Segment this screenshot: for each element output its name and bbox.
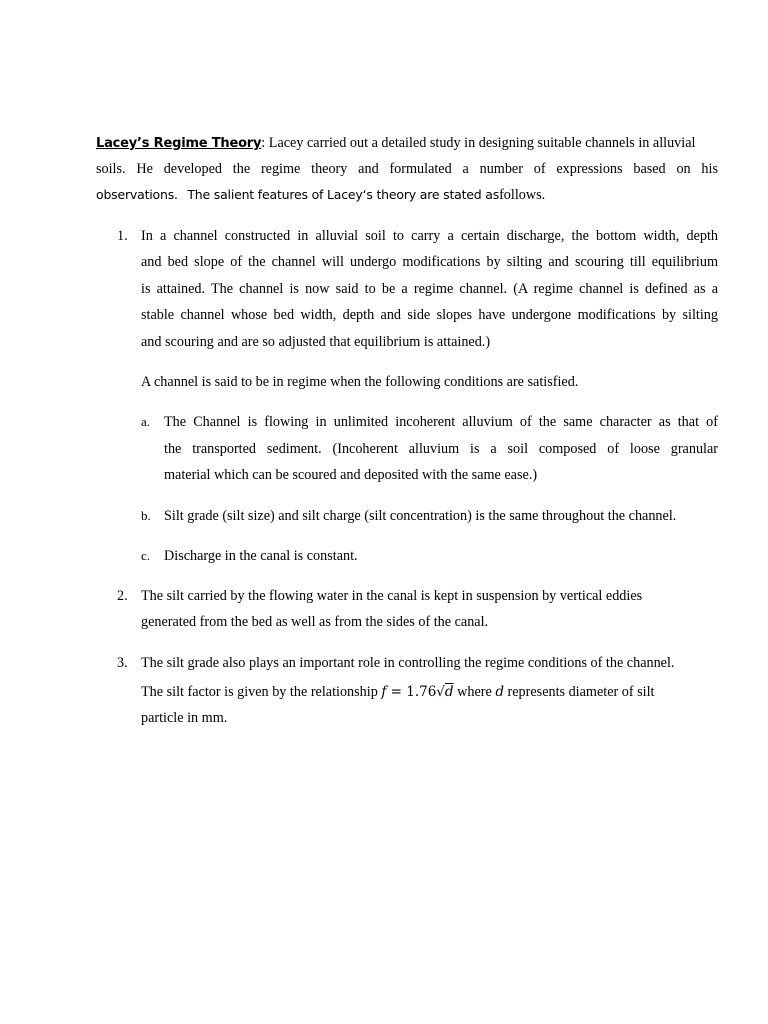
- intro-line-3-b: The salient features of Lacey‘s theory are stated as: [187, 187, 500, 202]
- sub-c-label: c.: [141, 548, 151, 563]
- sub-b-text: Silt grade (silt size) and silt charge (silt concentration) is the same throughout the channel.: [164, 508, 677, 524]
- sub-a-line-2: the transported sediment. (Incoherent alluvium is a soil composed of loose granular: [164, 441, 718, 457]
- intro-line-1: [96, 134, 718, 153]
- sub-c-text: Discharge in the canal is constant.: [164, 548, 358, 564]
- intro-line-3: [96, 186, 545, 204]
- sub-a-line-1: The Channel is flowing in unlimited incoherent alluvium of the same character as that of: [164, 414, 718, 430]
- item-3-number: 3.: [117, 655, 128, 671]
- intro-line-1-text: : Lacey carried out a detailed study in designing suitable channels in alluvial: [261, 135, 696, 151]
- item-1-line-5: and scouring and are so adjusted that equilibrium is attained.): [141, 334, 491, 350]
- item-1-line-2: and bed slope of the channel will undergo modifications by silting and scouring till equilibrium: [141, 254, 718, 270]
- item-3-var-d: d: [495, 684, 504, 700]
- item-3-line-2-post: represents diameter of silt: [507, 684, 655, 700]
- regime-theory-title: Lacey’s Regime Theory: [96, 136, 262, 151]
- item-3-line-2-pre: The silt factor is given by the relationship: [141, 684, 378, 700]
- item-2-line-1: The silt carried by the flowing water in the canal is kept in suspension by vertical eddies: [141, 588, 643, 604]
- sub-b-label: b.: [141, 508, 151, 523]
- item-1-line-1: In a channel constructed in alluvial soil to carry a certain discharge, the bottom width, depth: [141, 228, 718, 244]
- conditions-intro: A channel is said to be in regime when the following conditions are satisfied.: [141, 374, 579, 390]
- item-3-where: where: [457, 684, 492, 700]
- silt-factor-formula: [381, 684, 453, 700]
- formula-f: f: [381, 684, 387, 700]
- item-3-line-2: [141, 683, 654, 701]
- intro-line-3-c: follows.: [499, 187, 546, 203]
- item-3-line-1: The silt grade also plays an important role in controlling the regime conditions of the channel.: [141, 655, 675, 671]
- sub-a-line-3: material which can be scoured and deposited with the same ease.): [164, 467, 538, 483]
- item-1-line-4: stable channel whose bed width, depth and side slopes have undergone modifications by silting: [141, 307, 718, 323]
- item-2-line-2: generated from the bed as well as from the sides of the canal.: [141, 614, 489, 630]
- item-1-line-3: is attained. The channel is now said to be a regime channel. (A regime channel is defined as a: [141, 281, 718, 297]
- formula-equals-coefficient: = 1.76: [386, 684, 437, 700]
- intro-title-line: [96, 134, 695, 153]
- item-3-line-3: particle in mm.: [141, 710, 228, 726]
- intro-line-2: soils. He developed the regime theory and formulated a number of expressions based on his: [96, 161, 718, 177]
- intro-line-3-a: observations.: [96, 187, 178, 202]
- formula-d: d: [444, 684, 454, 700]
- sqrt-symbol: √: [436, 684, 445, 700]
- sub-a-label: a.: [141, 414, 151, 429]
- item-2-number: 2.: [117, 588, 128, 604]
- item-1-number: 1.: [117, 228, 128, 244]
